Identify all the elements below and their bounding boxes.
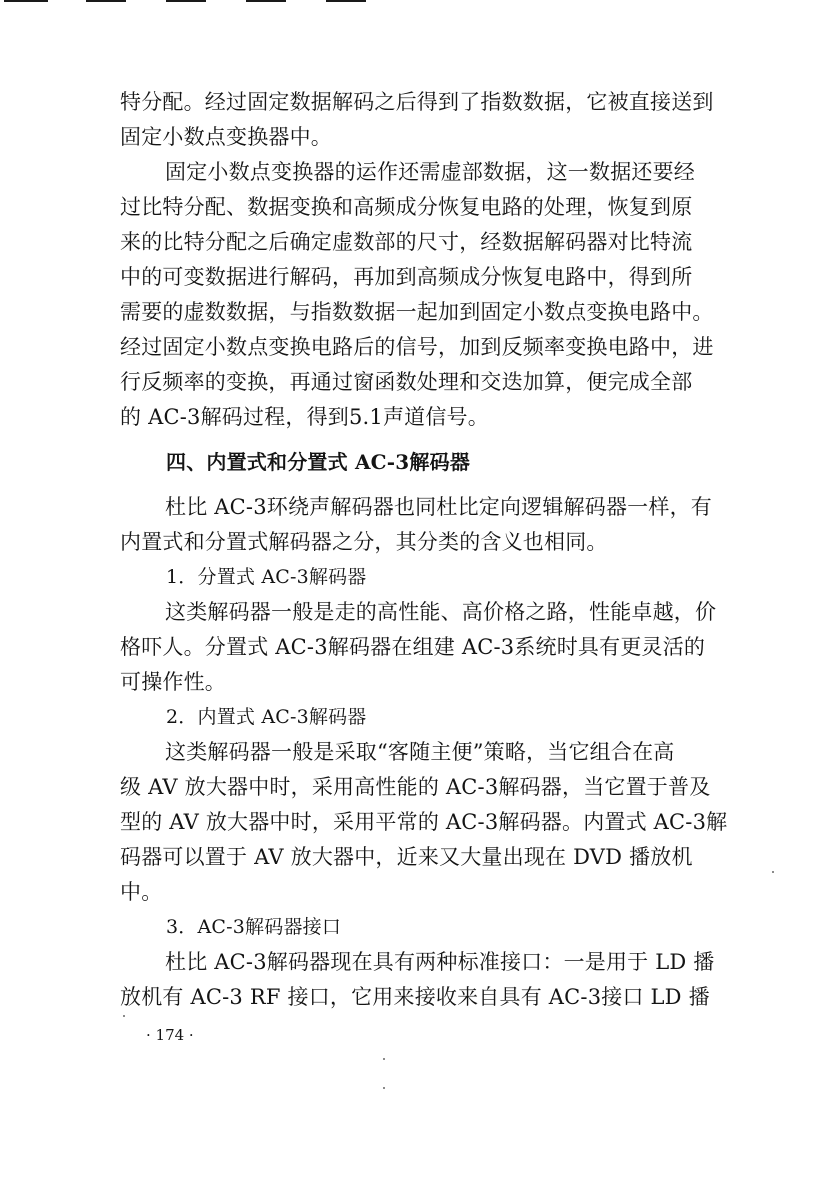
text-line: 可操作性。 [120, 670, 226, 694]
text-line: 中。 [120, 880, 163, 904]
section-heading: 四、内置式和分置式 AC-3解码器 [166, 450, 471, 474]
top-edge-mark [246, 0, 286, 2]
text-line: 特分配。经过固定数据解码之后得到了指数数据，它被直接送到 [120, 90, 714, 114]
text-line: 格吓人。分置式 AC-3解码器在组建 AC-3系统时具有更灵活的 [120, 635, 706, 659]
text-line: 过比特分配、数据变换和高频成分恢复电路的处理，恢复到原 [120, 195, 693, 219]
text-line: 固定小数点变换器的运作还需虚部数据，这一数据还要经 [165, 160, 695, 184]
text-line: 型的 AV 放大器中时，采用平常的 AC-3解码器。内置式 AC-3解 [120, 810, 728, 834]
text-line: 行反频率的变换，再通过窗函数处理和交迭加算，便完成全部 [120, 370, 693, 394]
sub-heading: 2．内置式 AC-3解码器 [166, 706, 367, 728]
top-edge-mark [166, 0, 206, 2]
scan-speck [123, 1015, 125, 1017]
page-number: · 174 · [146, 1026, 194, 1044]
sub-heading: 1．分置式 AC-3解码器 [166, 566, 367, 588]
text-line: 放机有 AC-3 RF 接口，它用来接收来自具有 AC-3接口 LD 播 [120, 985, 710, 1009]
scan-speck [772, 871, 774, 873]
text-line: 中的可变数据进行解码，再加到高频成分恢复电路中，得到所 [120, 265, 693, 289]
text-line: 杜比 AC-3解码器现在具有两种标准接口：一是用于 LD 播 [165, 950, 715, 974]
scan-speck [383, 1058, 385, 1060]
top-edge-mark [326, 0, 366, 2]
scan-speck [383, 1087, 385, 1089]
top-edge-mark [4, 0, 48, 2]
text-line: 固定小数点变换器中。 [120, 125, 332, 149]
sub-heading: 3．AC-3解码器接口 [166, 916, 342, 938]
text-line: 级 AV 放大器中时，采用高性能的 AC-3解码器，当它置于普及 [120, 775, 711, 799]
text-line: 这类解码器一般是走的高性能、高价格之路，性能卓越，价 [165, 600, 717, 624]
text-line: 的 AC-3解码过程，得到5.1声道信号。 [120, 405, 489, 429]
top-edge-mark [86, 0, 126, 2]
text-line: 经过固定小数点变换电路后的信号，加到反频率变换电路中，进 [120, 335, 714, 359]
text-line: 来的比特分配之后确定虚数部的尺寸，经数据解码器对比特流 [120, 230, 693, 254]
text-line: 需要的虚数数据，与指数数据一起加到固定小数点变换电路中。 [120, 300, 714, 324]
text-line: 杜比 AC-3环绕声解码器也同杜比定向逻辑解码器一样，有 [165, 495, 712, 519]
text-line: 内置式和分置式解码器之分，其分类的含义也相同。 [120, 530, 608, 554]
text-line: 这类解码器一般是采取“客随主便”策略，当它组合在高 [165, 740, 675, 764]
text-line: 码器可以置于 AV 放大器中，近来又大量出现在 DVD 播放机 [120, 845, 693, 869]
